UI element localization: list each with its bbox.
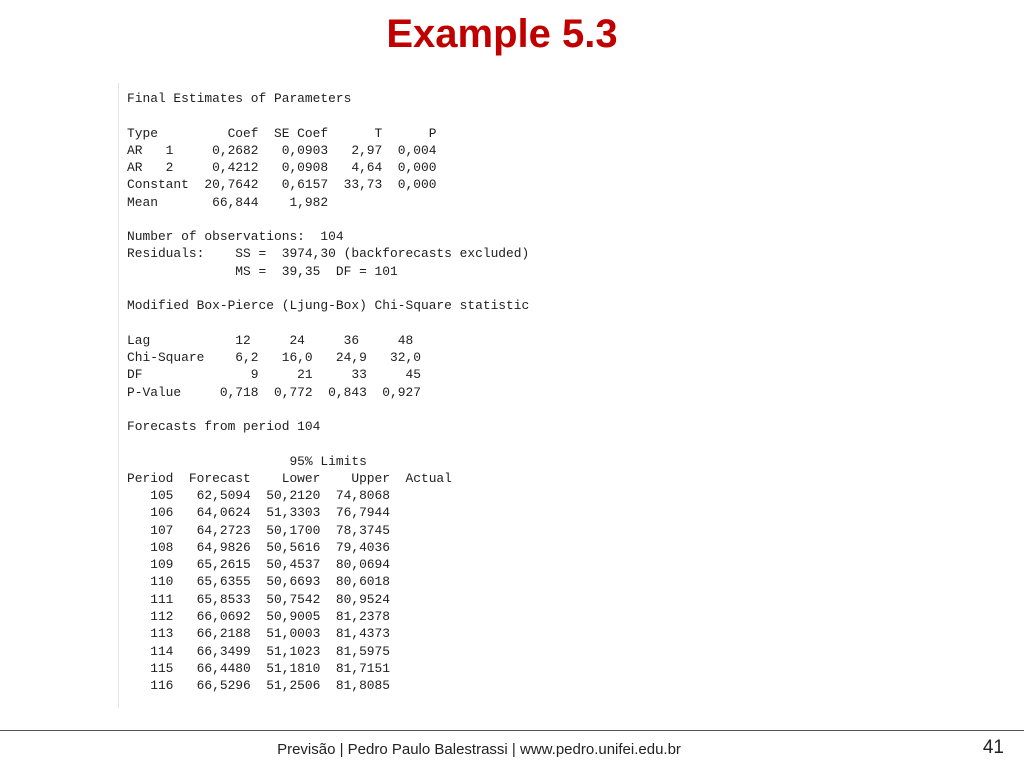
output-line: 95% Limits xyxy=(127,453,367,469)
output-line: 108 64,9826 50,5616 79,4036 xyxy=(127,539,391,555)
session-output-text xyxy=(127,90,529,712)
output-line: Type Coef SE Coef T P xyxy=(127,125,437,141)
output-line: Mean 66,844 1,982 xyxy=(127,194,329,210)
output-line: 114 66,3499 51,1023 81,5975 xyxy=(127,643,391,659)
output-line: 116 66,5296 51,2506 81,8085 xyxy=(127,678,391,694)
output-line: Constant 20,7642 0,6157 33,73 0,000 xyxy=(127,177,437,193)
output-line xyxy=(127,694,529,711)
output-line: 107 64,2723 50,1700 78,3745 xyxy=(127,522,391,538)
output-line xyxy=(127,314,529,331)
output-line: 105 62,5094 50,2120 74,8068 xyxy=(127,488,391,504)
output-line: 112 66,0692 50,9005 81,2378 xyxy=(127,608,391,624)
output-line: P-Value 0,718 0,772 0,843 0,927 xyxy=(127,384,421,400)
slide-footer: Previsão | Pedro Paulo Balestrassi | www.pedro.unifei.edu.br xyxy=(277,741,681,758)
output-line: Number of observations: 104 xyxy=(127,229,344,245)
output-line xyxy=(127,107,529,124)
footer-divider xyxy=(0,730,1024,731)
output-line: Residuals: SS = 3974,30 (backforecasts excluded) xyxy=(127,246,530,262)
slide-title: Example 5.3 xyxy=(386,12,618,56)
output-line: 113 66,2188 51,0003 81,4373 xyxy=(127,626,391,642)
output-line: Lag 12 24 36 48 xyxy=(127,332,414,348)
output-line: 109 65,2615 50,4537 80,0694 xyxy=(127,557,391,573)
output-line: 106 64,0624 51,3303 76,7944 xyxy=(127,505,391,521)
output-line: MS = 39,35 DF = 101 xyxy=(127,263,398,279)
output-line: AR 1 0,2682 0,0903 2,97 0,004 xyxy=(127,142,437,158)
output-line: AR 2 0,4212 0,0908 4,64 0,000 xyxy=(127,160,437,176)
output-line: Forecasts from period 104 xyxy=(127,419,321,435)
minitab-output-panel xyxy=(118,83,579,708)
output-line xyxy=(127,211,529,228)
output-line: Chi-Square 6,2 16,0 24,9 32,0 xyxy=(127,349,421,365)
output-line: 111 65,8533 50,7542 80,9524 xyxy=(127,591,391,607)
output-line xyxy=(127,280,529,297)
output-line: Modified Box-Pierce (Ljung-Box) Chi-Square statistic xyxy=(127,298,530,314)
output-line xyxy=(127,401,529,418)
output-line: DF 9 21 33 45 xyxy=(127,367,421,383)
output-line: 115 66,4480 51,1810 81,7151 xyxy=(127,660,391,676)
output-line: Final Estimates of Parameters xyxy=(127,91,352,106)
output-line: Period Forecast Lower Upper Actual xyxy=(127,470,452,486)
output-line: 110 65,6355 50,6693 80,6018 xyxy=(127,574,391,590)
page-number: 41 xyxy=(982,737,1004,758)
output-line xyxy=(127,435,529,452)
